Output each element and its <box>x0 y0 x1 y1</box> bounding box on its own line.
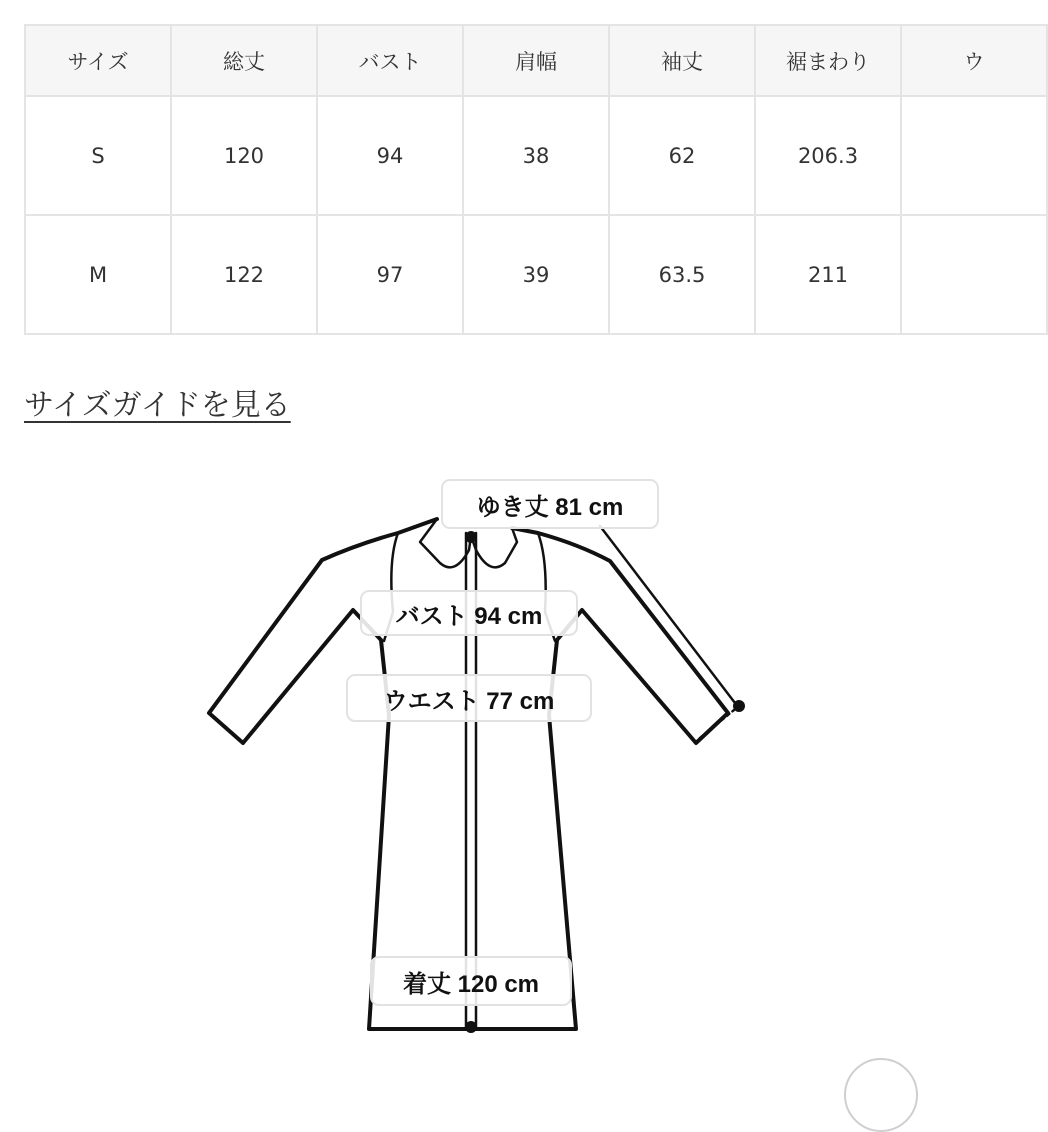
scroll-circle-icon[interactable] <box>844 1058 918 1132</box>
bust-label: バスト 94 cm <box>360 590 578 636</box>
header-waist: ウ <box>901 25 1047 96</box>
size-table-container[interactable] <box>24 24 985 337</box>
table-cell: 62 <box>609 96 755 215</box>
table-cell: 120 <box>171 96 317 215</box>
table-cell: 211 <box>755 215 901 334</box>
header-bust: バスト <box>317 25 463 96</box>
table-cell: M <box>25 215 171 334</box>
header-sleeve-length: 袖丈 <box>609 25 755 96</box>
table-cell: 94 <box>317 96 463 215</box>
size-table <box>24 24 1048 335</box>
header-hem-circumference: 裾まわり <box>755 25 901 96</box>
header-shoulder-width: 肩幅 <box>463 25 609 96</box>
header-total-length: 総丈 <box>171 25 317 96</box>
table-cell: 97 <box>317 215 463 334</box>
table-cell <box>901 215 1047 334</box>
table-cell: 63.5 <box>609 215 755 334</box>
table-row <box>25 215 1047 334</box>
total-length-label: 着丈 120 cm <box>370 956 572 1006</box>
table-cell: 122 <box>171 215 317 334</box>
table-cell: S <box>25 96 171 215</box>
header-size: サイズ <box>25 25 171 96</box>
waist-label: ウエスト 77 cm <box>346 674 592 722</box>
table-cell: 206.3 <box>755 96 901 215</box>
table-cell <box>901 96 1047 215</box>
measurement-diagram <box>0 460 942 1080</box>
sleeve-length-label: ゆき丈 81 cm <box>441 479 659 529</box>
size-guide-link[interactable]: サイズガイドを見る <box>24 388 291 423</box>
table-row <box>25 96 1047 215</box>
table-cell: 38 <box>463 96 609 215</box>
table-cell: 39 <box>463 215 609 334</box>
table-header-row <box>25 25 1047 96</box>
